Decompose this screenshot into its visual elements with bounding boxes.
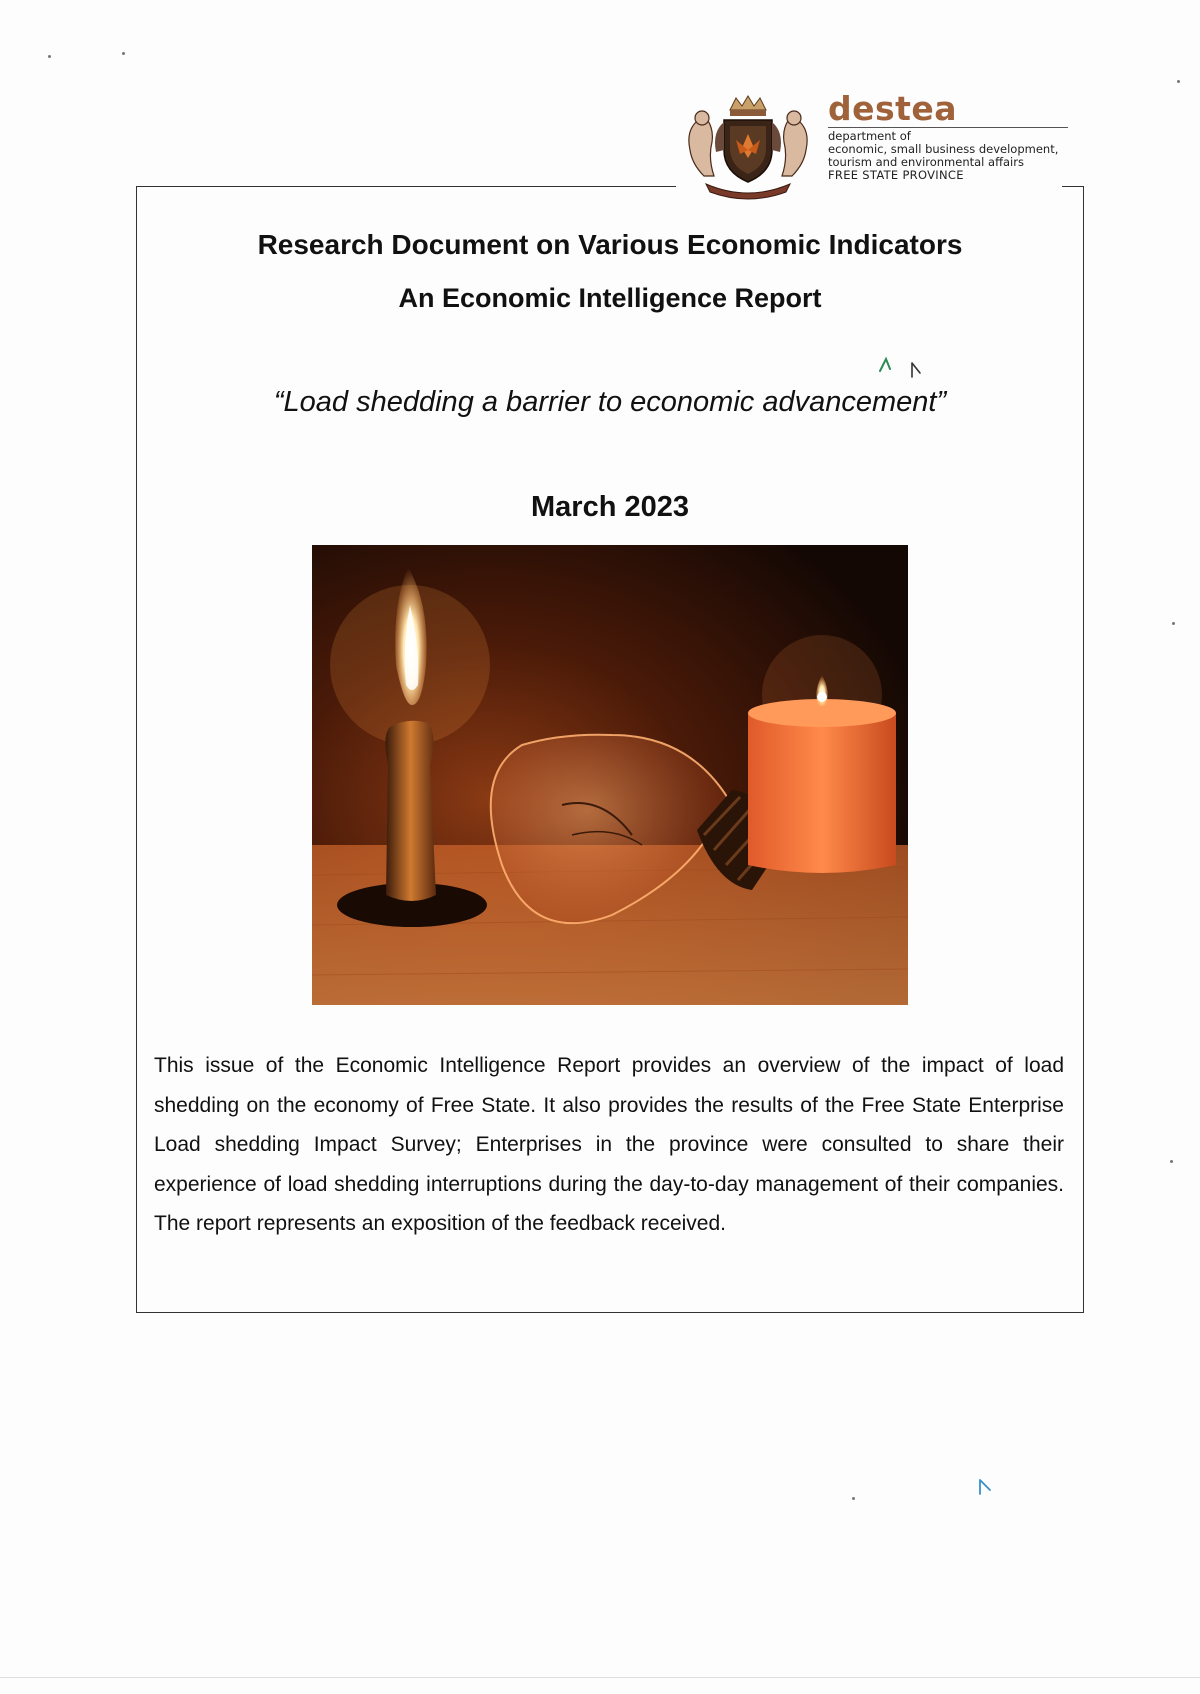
document-subtitle: An Economic Intelligence Report	[398, 283, 822, 313]
brand-name: destea	[828, 89, 958, 128]
scan-speck	[852, 1497, 855, 1500]
scan-speck	[1177, 80, 1180, 83]
frame-top-rule-left	[136, 186, 676, 187]
document-summary-paragraph: This issue of the Economic Intelligence Report provides an overview of the impact of load shedding on the economy of Free State. It also provides the results of the Free State Enterprise Load shedding Impact Survey; Enterprises in the province were consulted to share their experience of load shedding interruptions during the day-to-day management of their companies. The report represents an exposition of the feedback received.	[154, 1054, 1064, 1235]
bottom-scan-edge	[0, 1677, 1200, 1678]
brand-line-department: department of	[828, 129, 911, 143]
cover-photo	[312, 545, 908, 1005]
scan-speck	[1170, 1160, 1173, 1163]
document-title: Research Document on Various Economic Indicators	[257, 229, 963, 260]
brand-text-block	[828, 89, 1078, 182]
brand-line-province: FREE STATE PROVINCE	[828, 168, 964, 182]
handwritten-tick-icon	[976, 1476, 998, 1498]
destea-logo	[678, 89, 1078, 202]
scan-speck	[48, 55, 51, 58]
document-tagline: “Load shedding a barrier to economic advancement”	[273, 386, 947, 418]
brand-line-tourism: tourism and environmental affairs	[828, 155, 1024, 169]
brand-line-economic: economic, small business development,	[828, 142, 1059, 156]
candles-and-light-bulb-icon	[312, 545, 908, 1005]
scan-speck	[1172, 622, 1175, 625]
handwritten-mark-icon	[878, 355, 926, 381]
scan-speck	[122, 52, 125, 55]
document-date: March 2023	[531, 491, 689, 523]
coat-of-arms-icon	[678, 92, 818, 200]
